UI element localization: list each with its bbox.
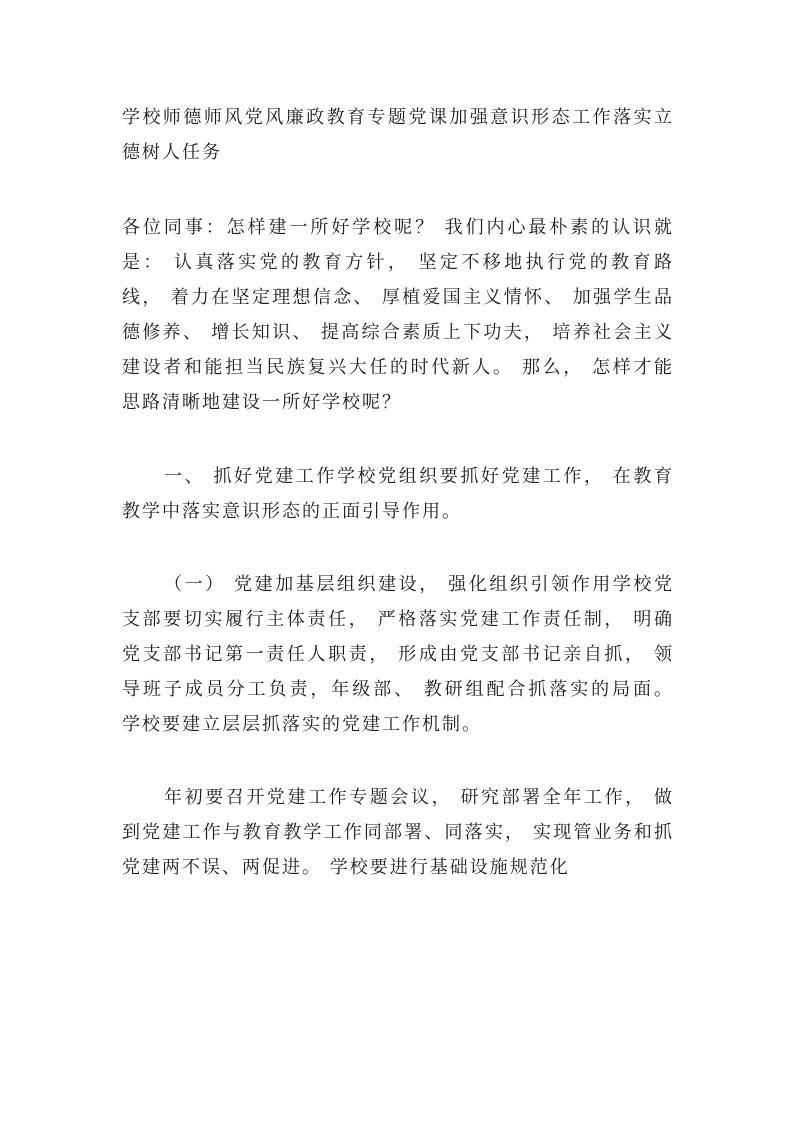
- paragraph-subsection-one: （一） 党建加基层组织建设， 强化组织引领作用学校党支部要切实履行主体责任， 严格落实党建工作责任制， 明确党支部书记第一责任人职责， 形成由党支部书记亲自抓， 领导班子成员分工负责，年级部、 教研组配合抓落实的局面。 学校要建立层层抓落实的党建工作机制。: [122, 574, 674, 735]
- document-title: 学校师德师风党风廉政教育专题党课加强意识形态工作落实立德树人任务: [122, 107, 674, 163]
- paragraph-annual-meeting: 年初要召开党建工作专题会议， 研究部署全年工作， 做到党建工作与教育教学工作同部署、同落实， 实现管业务和抓党建两不误、两促进。 学校要进行基础设施规范化: [122, 787, 674, 878]
- paragraph-section-one: 一、 抓好党建工作学校党组织要抓好党建工作， 在教育教学中落实意识形态的正面引导作用。: [122, 466, 674, 522]
- paragraph-opening: 各位同事：怎样建一所好学校呢？ 我们内心最朴素的认识就是： 认真落实党的教育方针， 坚定不移地执行党的教育路线， 着力在坚定理想信念、 厚植爱国主义情怀、 加强学生品德修养、 增长知识、 提高综合素质上下功夫， 培养社会主义建设者和能担当民族复兴大任的时代新人。 那么， 怎样才能思路清晰地建设一所好学校呢？: [122, 217, 674, 413]
- document-page: [122, 100, 674, 885]
